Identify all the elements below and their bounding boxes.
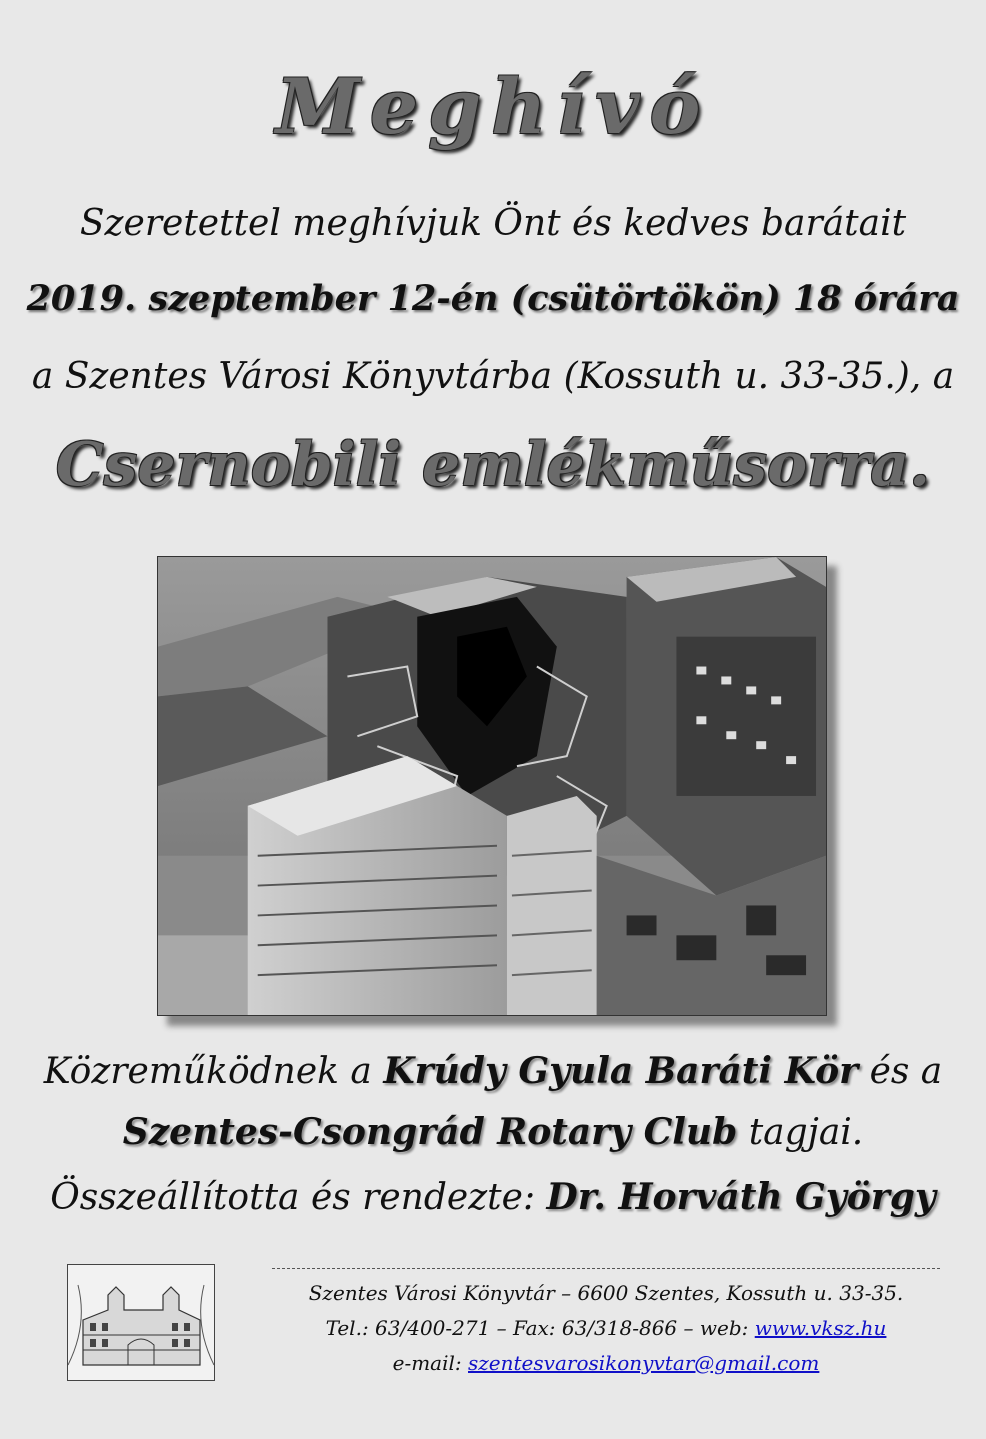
footer-address: Szentes Városi Könyvtár – 6600 Szentes, Kossuth u. 33-35. [308,1281,904,1305]
footer-divider [272,1268,940,1269]
director-name: Dr. Horváth György [546,1176,936,1218]
chernobyl-photo [157,556,827,1016]
org-rotary-club: Szentes-Csongrád Rotary Club [122,1111,738,1153]
footer-contact [272,1316,940,1340]
page-title: Meghívó [275,62,711,151]
contributors-text-end: és a [858,1051,943,1092]
library-building-icon [68,1265,214,1380]
footer-email [272,1351,940,1375]
director-label: Összeállította és rendezte: [50,1177,547,1218]
event-place: a Szentes Városi Könyvtárba (Kossuth u. 33-35.), a [31,356,955,397]
footer-email-label: e-mail: [392,1351,468,1375]
contributors-text-tagjai: tagjai. [737,1112,864,1153]
org-krudy-gyula: Krúdy Gyula Baráti Kör [383,1050,859,1092]
email-link[interactable]: szentesvarosikonyvtar@gmail.com [468,1351,820,1375]
director-line [0,1176,986,1218]
website-link[interactable]: www.vksz.hu [754,1316,887,1340]
contributors-text: Közreműködnek a [43,1051,384,1092]
event-date: 2019. szeptember 12-én (csütörtökön) 18 órára [26,278,960,319]
library-logo [67,1264,215,1381]
chernobyl-photo-image [157,556,827,1016]
invitation-intro: Szeretettel meghívjuk Önt és kedves barátait [79,203,907,244]
contributors-line-1 [0,1050,986,1092]
event-title: Csernobili emlékműsorra. [55,430,931,500]
contributors-line-2 [0,1111,986,1153]
footer-contact-text: Tel.: 63/400-271 – Fax: 63/318-866 – web: [325,1316,755,1340]
